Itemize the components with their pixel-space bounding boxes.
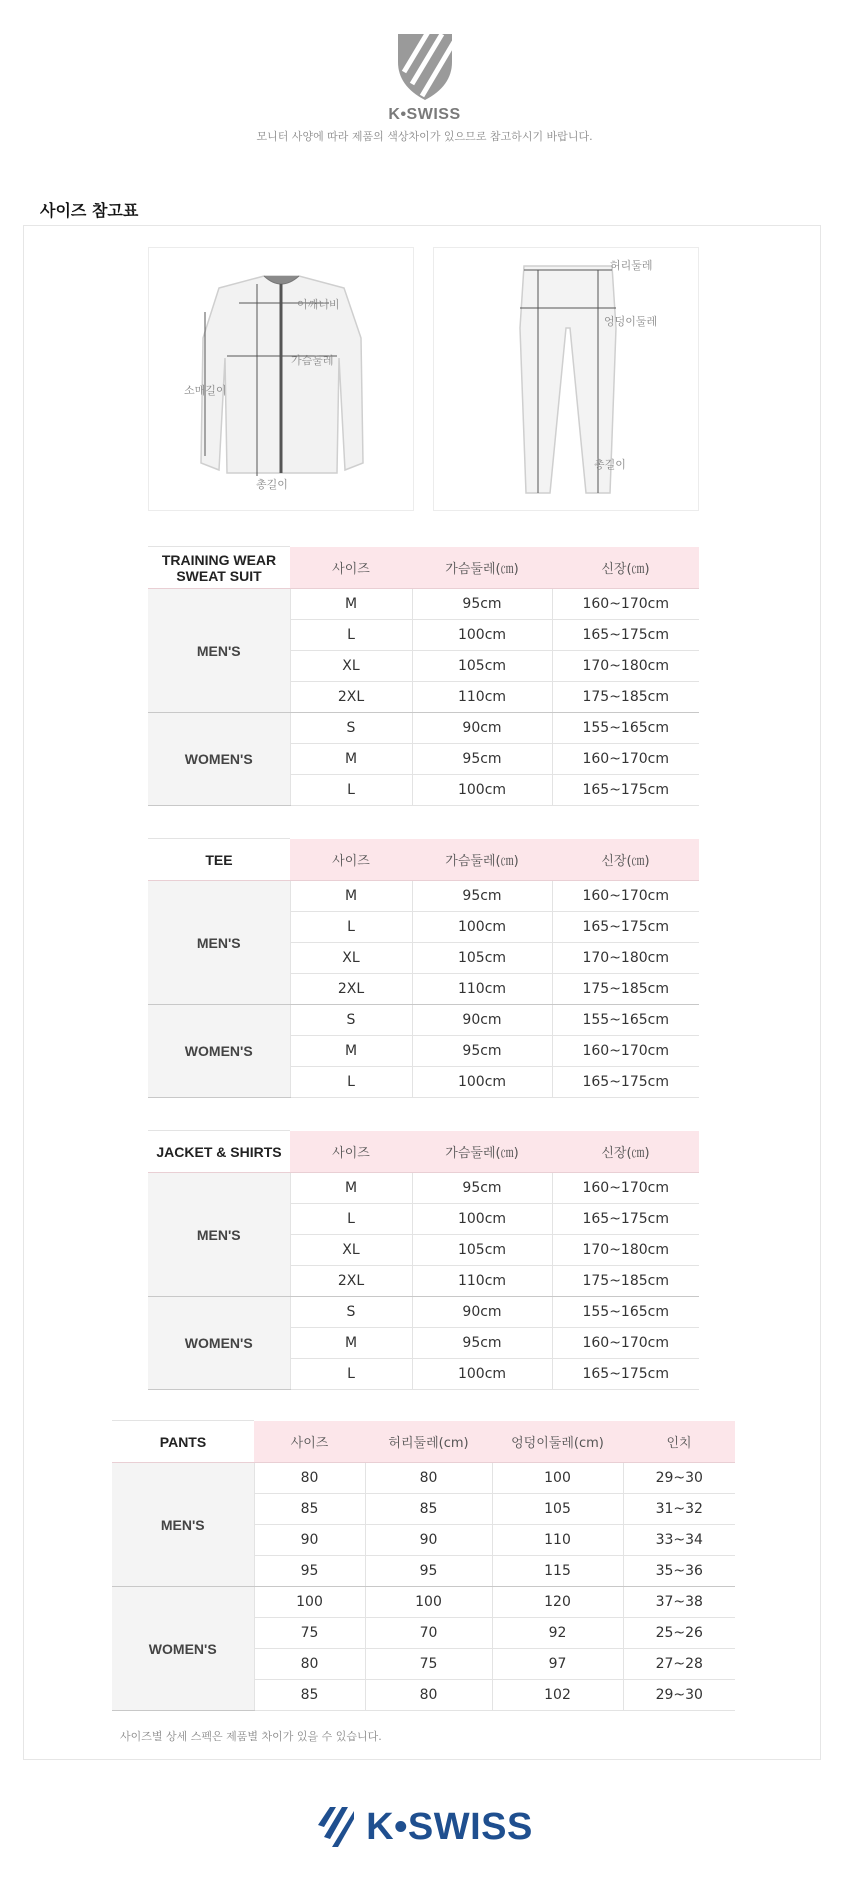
value-cell: 105cm (412, 1235, 552, 1266)
pants-length-label: 총길이 (594, 458, 626, 471)
size-cell: L (290, 1067, 412, 1098)
size-cell: 80 (254, 1463, 365, 1494)
value-cell: 160~170cm (552, 589, 699, 620)
shoulder-width-label: 어깨너비 (297, 298, 340, 311)
value-cell: 95cm (412, 1036, 552, 1067)
jacket-diagram-icon (149, 248, 413, 510)
table-header-row (148, 547, 699, 589)
value-cell: 110cm (412, 682, 552, 713)
size-cell: L (290, 912, 412, 943)
size-cell: M (290, 589, 412, 620)
value-cell: 90cm (412, 713, 552, 744)
value-cell: 97 (492, 1649, 623, 1680)
value-cell: 70 (365, 1618, 492, 1649)
table-row (148, 881, 699, 912)
column-header: 신장(㎝) (552, 839, 699, 881)
hip-label: 엉덩이둘레 (604, 315, 658, 328)
value-cell: 170~180cm (552, 1235, 699, 1266)
value-cell: 80 (365, 1680, 492, 1711)
value-cell: 85 (365, 1494, 492, 1525)
size-cell: 75 (254, 1618, 365, 1649)
value-cell: 170~180cm (552, 651, 699, 682)
size-cell: L (290, 620, 412, 651)
value-cell: 100cm (412, 1067, 552, 1098)
size-table-jacket (148, 1130, 699, 1390)
size-cell: S (290, 1297, 412, 1328)
group-label: WOMEN'S (112, 1587, 254, 1711)
value-cell: 110cm (412, 1266, 552, 1297)
value-cell: 92 (492, 1618, 623, 1649)
footer-brand: K•SWISS (366, 1805, 533, 1848)
size-cell: 2XL (290, 974, 412, 1005)
value-cell: 100cm (412, 1359, 552, 1390)
value-cell: 165~175cm (552, 912, 699, 943)
size-cell: 100 (254, 1587, 365, 1618)
value-cell: 175~185cm (552, 1266, 699, 1297)
value-cell: 95cm (412, 589, 552, 620)
kswiss-stripes-icon (316, 1805, 356, 1849)
size-cell: M (290, 744, 412, 775)
group-label: MEN'S (148, 589, 290, 713)
column-header: 사이즈 (290, 547, 412, 589)
value-cell: 100cm (412, 1204, 552, 1235)
top-length-label: 총길이 (256, 478, 288, 491)
size-cell: L (290, 1359, 412, 1390)
value-cell: 160~170cm (552, 1036, 699, 1067)
value-cell: 35~36 (623, 1556, 735, 1587)
value-cell: 155~165cm (552, 713, 699, 744)
size-table-tee (148, 838, 699, 1098)
value-cell: 95cm (412, 881, 552, 912)
value-cell: 155~165cm (552, 1297, 699, 1328)
table-header-row (112, 1421, 735, 1463)
value-cell: 165~175cm (552, 1359, 699, 1390)
footnote: 사이즈별 상세 스펙은 제품별 차이가 있을 수 있습니다. (120, 1730, 382, 1743)
table-row (148, 1005, 699, 1036)
table-header-row (148, 1131, 699, 1173)
pants-diagram (433, 247, 699, 511)
value-cell: 100cm (412, 775, 552, 806)
group-label: WOMEN'S (148, 1005, 290, 1098)
table-row (148, 589, 699, 620)
column-header: 사이즈 (254, 1421, 365, 1463)
column-header: 엉덩이둘레(cm) (492, 1421, 623, 1463)
size-cell: M (290, 1328, 412, 1359)
table-row (112, 1587, 735, 1618)
value-cell: 170~180cm (552, 943, 699, 974)
value-cell: 105cm (412, 943, 552, 974)
category-label: TRAINING WEAR SWEAT SUIT (148, 547, 290, 589)
value-cell: 25~26 (623, 1618, 735, 1649)
size-cell: 95 (254, 1556, 365, 1587)
group-label: MEN'S (148, 1173, 290, 1297)
value-cell: 165~175cm (552, 620, 699, 651)
jacket-diagram (148, 247, 414, 511)
column-header: 가슴둘레(㎝) (412, 839, 552, 881)
size-table-training (148, 546, 699, 806)
column-header: 허리둘레(cm) (365, 1421, 492, 1463)
size-cell: XL (290, 1235, 412, 1266)
group-label: MEN'S (112, 1463, 254, 1587)
value-cell: 100 (365, 1587, 492, 1618)
value-cell: 175~185cm (552, 974, 699, 1005)
value-cell: 105 (492, 1494, 623, 1525)
monitor-notice: 모니터 사양에 따라 제품의 색상차이가 있으므로 참고하시기 바랍니다. (256, 130, 593, 143)
column-header: 신장(㎝) (552, 547, 699, 589)
size-cell: L (290, 775, 412, 806)
value-cell: 95cm (412, 744, 552, 775)
size-cell: 2XL (290, 682, 412, 713)
value-cell: 155~165cm (552, 1005, 699, 1036)
value-cell: 31~32 (623, 1494, 735, 1525)
value-cell: 95cm (412, 1328, 552, 1359)
size-cell: XL (290, 651, 412, 682)
size-cell: XL (290, 943, 412, 974)
table-row (148, 1297, 699, 1328)
column-header: 사이즈 (290, 839, 412, 881)
value-cell: 175~185cm (552, 682, 699, 713)
value-cell: 110cm (412, 974, 552, 1005)
value-cell: 37~38 (623, 1587, 735, 1618)
page-title: 사이즈 참고표 (40, 201, 139, 220)
value-cell: 160~170cm (552, 1173, 699, 1204)
value-cell: 110 (492, 1525, 623, 1556)
value-cell: 95cm (412, 1173, 552, 1204)
column-header: 인치 (623, 1421, 735, 1463)
sleeve-length-label: 소매길이 (184, 384, 227, 397)
size-cell: S (290, 1005, 412, 1036)
column-header: 신장(㎝) (552, 1131, 699, 1173)
value-cell: 160~170cm (552, 1328, 699, 1359)
chest-label: 가슴둘레 (291, 354, 334, 367)
category-label: TEE (148, 839, 290, 881)
kswiss-stripes-icon (394, 28, 456, 104)
value-cell: 75 (365, 1649, 492, 1680)
table-row (148, 713, 699, 744)
footer-logo (0, 1805, 849, 1853)
group-label: MEN'S (148, 881, 290, 1005)
value-cell: 95 (365, 1556, 492, 1587)
value-cell: 90cm (412, 1297, 552, 1328)
value-cell: 100cm (412, 912, 552, 943)
table-row (112, 1463, 735, 1494)
size-cell: 90 (254, 1525, 365, 1556)
value-cell: 90 (365, 1525, 492, 1556)
column-header: 가슴둘레(㎝) (412, 1131, 552, 1173)
column-header: 가슴둘레(㎝) (412, 547, 552, 589)
value-cell: 100cm (412, 620, 552, 651)
size-cell: M (290, 1036, 412, 1067)
value-cell: 120 (492, 1587, 623, 1618)
category-label: JACKET & SHIRTS (148, 1131, 290, 1173)
group-label: WOMEN'S (148, 713, 290, 806)
size-cell: 85 (254, 1494, 365, 1525)
value-cell: 27~28 (623, 1649, 735, 1680)
value-cell: 165~175cm (552, 775, 699, 806)
size-cell: M (290, 1173, 412, 1204)
size-cell: 85 (254, 1680, 365, 1711)
value-cell: 160~170cm (552, 744, 699, 775)
value-cell: 90cm (412, 1005, 552, 1036)
value-cell: 80 (365, 1463, 492, 1494)
value-cell: 29~30 (623, 1463, 735, 1494)
header-brand: K•SWISS (388, 106, 461, 123)
group-label: WOMEN'S (148, 1297, 290, 1390)
size-cell: L (290, 1204, 412, 1235)
size-table-pants (112, 1420, 735, 1711)
column-header: 사이즈 (290, 1131, 412, 1173)
value-cell: 29~30 (623, 1680, 735, 1711)
size-cell: M (290, 881, 412, 912)
size-cell: 80 (254, 1649, 365, 1680)
pants-diagram-icon (434, 248, 698, 510)
header-logo (0, 28, 849, 104)
size-cell: 2XL (290, 1266, 412, 1297)
value-cell: 160~170cm (552, 881, 699, 912)
value-cell: 100 (492, 1463, 623, 1494)
category-label: PANTS (112, 1421, 254, 1463)
waist-label: 허리둘레 (610, 259, 653, 272)
value-cell: 165~175cm (552, 1204, 699, 1235)
value-cell: 115 (492, 1556, 623, 1587)
value-cell: 33~34 (623, 1525, 735, 1556)
value-cell: 102 (492, 1680, 623, 1711)
table-header-row (148, 839, 699, 881)
size-cell: S (290, 713, 412, 744)
value-cell: 105cm (412, 651, 552, 682)
value-cell: 165~175cm (552, 1067, 699, 1098)
table-row (148, 1173, 699, 1204)
